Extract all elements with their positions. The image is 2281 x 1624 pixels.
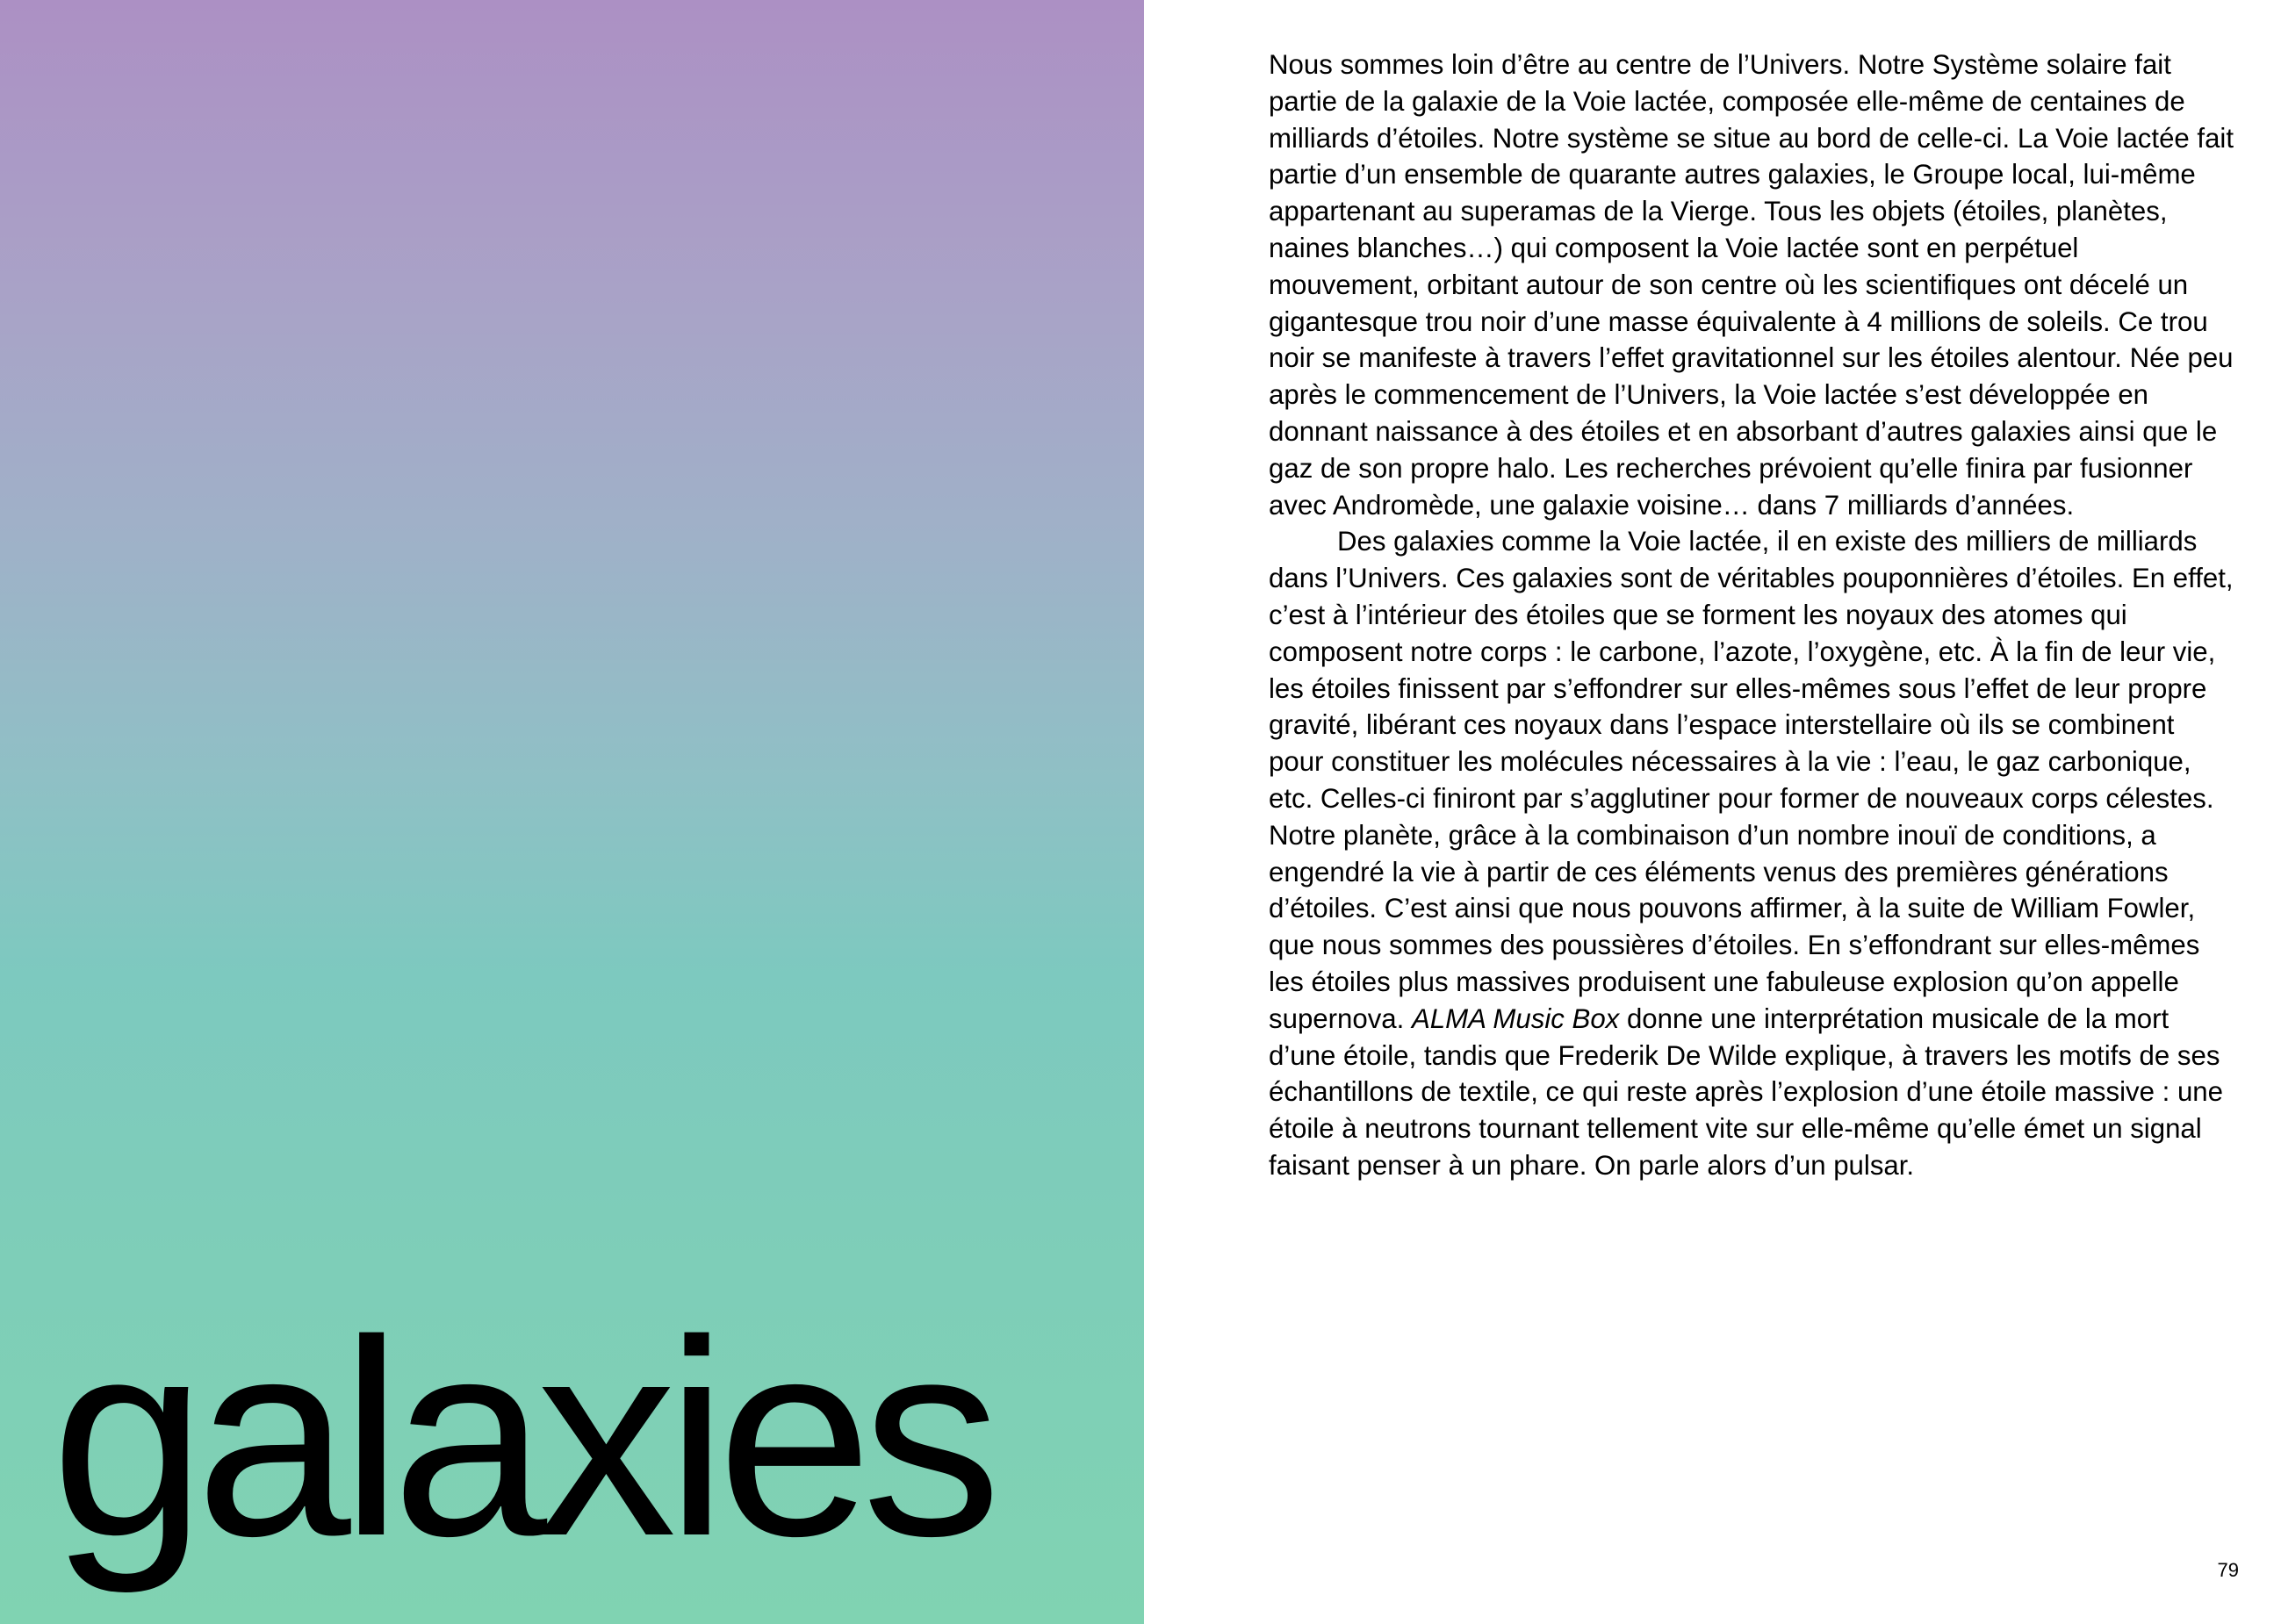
paragraph-2 — [1269, 523, 2234, 1183]
page-number: 79 — [2217, 1559, 2239, 1581]
paragraph-1: Nous sommes loin d’être au centre de l’Univers. Notre Système solaire fait partie de la galaxie de la Voie lactée, composée elle-même de centaines de milliards d’étoiles. Notre système se situe au bord de celle-ci. La Voie lactée fait partie d’un ensemble de quarante autres galaxies, le Groupe local, lui-même appartenant au superamas de la Vierge. Tous les objets (étoiles, planètes, naines blanches…) qui composent la Voie lactée sont en perpétuel mouvement, orbitant autour de son centre où les scientifiques ont décelé un gigantesque trou noir d’une masse équivalente à 4 millions de soleils. Ce trou noir se manifeste à travers l’effet gravitationnel sur les étoiles alentour. Née peu après le commencement de l’Univers, la Voie lactée s’est développée en donnant naissance à des étoiles et en absorbant d’autres galaxies ainsi que le gaz de son propre halo. Les recherches prévoient qu’elle finira par fusionner avec Andromède, une galaxie voisine… dans 7 milliards d’années. — [1269, 49, 2234, 521]
paragraph-2-text-start: Des galaxies comme la Voie lactée, il en existe des milliers de milliards dans l’Univers. Ces galaxies sont de véritables pouponnières d’étoiles. En effet, c’est à l’intérieur des étoiles que se forment les noyaux des atomes qui composent notre corps : le carbone, l’azote, l’oxygène, etc. À la fin de leur vie, les étoiles finissent par s’effondrer sur elles-mêmes sous l’effet de leur propre gravité, libérant ces noyaux dans l’espace interstellaire où ils se combinent pour constituer les molécules nécessaires à la vie : l’eau, le gaz carbonique, etc. Celles-ci finiront par s’agglutiner pour former de nouveaux corps célestes. Notre planète, grâce à la combinaison d’un nombre inouï de conditions, a engendré la vie à partir de ces éléments venus des premières générations d’étoiles. C’est ainsi que nous pouvons affirmer, à la suite de William Fowler, que nous sommes des poussières d’étoiles. En s’effondrant sur elles-mêmes les étoiles plus massives produisent une fabuleuse explosion qu’on appelle supernova. — [1269, 526, 2234, 1034]
artwork-title: ALMA Music Box — [1411, 1002, 1620, 1034]
paragraph-2-text-end: donne une interprétation musicale de la mort d’une étoile, tandis que Frederik De Wilde explique, à travers les motifs de ses échantillons de textile, ce qui reste après l’explosion d’une étoile massive : une étoile à neutrons tournant tellement vite sur elle-même qu’elle émet un signal faisant penser à un phare. On parle alors d’un pulsar. — [1269, 1002, 2223, 1181]
body-text — [1269, 47, 2234, 1184]
right-page — [1144, 0, 2281, 1624]
page-title: galaxies — [51, 1283, 991, 1594]
